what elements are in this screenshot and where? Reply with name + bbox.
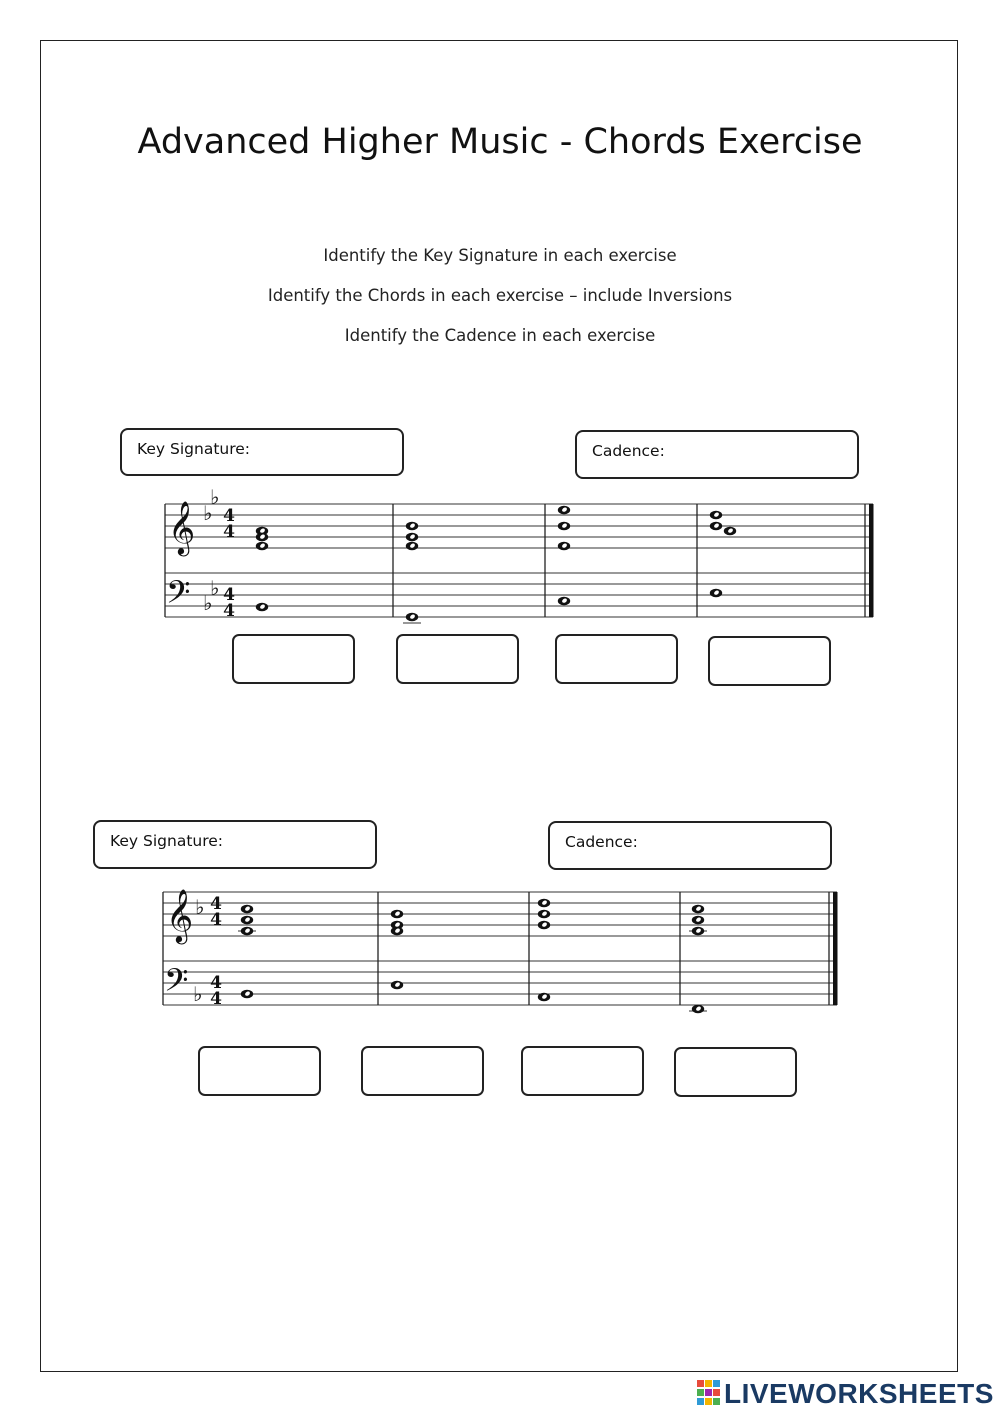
bass-clef-icon: 𝄢: [166, 574, 191, 618]
bass-key-signature: [193, 982, 202, 1006]
final-barline: [833, 892, 838, 1005]
instruction-cadence: Identify the Cadence in each exercise: [344, 326, 656, 345]
treble-key-signature: [195, 895, 204, 919]
bar-lines: [165, 504, 865, 617]
exercise-1-chord-answer-3[interactable]: [555, 634, 678, 684]
time-sig-top: 4: [210, 894, 222, 914]
svg-text:♭: ♭: [193, 982, 203, 1006]
treble-clef-icon: 𝄞: [168, 500, 196, 554]
time-sig-bottom: 4: [223, 522, 235, 542]
time-sig-bottom: 4: [210, 910, 222, 930]
chord-4: [689, 905, 707, 1014]
time-sig-top: 4: [210, 973, 222, 993]
instruction-chords: Identify the Chords in each exercise – include Inversions: [267, 286, 733, 305]
bar-lines: [163, 892, 829, 1005]
svg-text:♭: ♭: [195, 895, 205, 919]
treble-time-signature: [210, 894, 222, 930]
worksheet-border: [40, 40, 958, 1372]
exercise-2-grand-staff: [0, 880, 1000, 1020]
bass-key-signature: [203, 576, 219, 615]
svg-text:♭: ♭: [210, 485, 220, 509]
treble-staff-lines: [165, 504, 873, 548]
bass-staff-lines: [165, 573, 873, 617]
chord-1: [238, 905, 256, 999]
bass-time-signature: [210, 973, 222, 1009]
final-barline: [869, 504, 874, 617]
liveworksheets-logo-icon: [697, 1380, 721, 1408]
exercise-1-key-signature-box[interactable]: [120, 428, 404, 476]
treble-staff-lines: [163, 892, 837, 936]
liveworksheets-brand: LIVEWORKSHEETS: [724, 1378, 994, 1409]
chord-3: [538, 899, 550, 1002]
cadence-label: Cadence:: [592, 442, 665, 460]
exercise-2-chord-answer-4[interactable]: [674, 1047, 797, 1097]
exercise-1-chord-answer-2[interactable]: [396, 634, 519, 684]
chord-1: [256, 527, 268, 612]
bass-time-signature: [223, 585, 235, 621]
key-signature-label: Key Signature:: [110, 832, 224, 850]
exercise-1-chord-answer-4[interactable]: [708, 636, 831, 686]
exercise-1-chord-answer-1[interactable]: [232, 634, 355, 684]
svg-text:♭: ♭: [203, 501, 213, 525]
svg-text:♭: ♭: [203, 591, 213, 615]
treble-time-signature: [223, 506, 235, 542]
exercise-2-chord-answer-3[interactable]: [521, 1046, 644, 1096]
time-sig-top: 4: [223, 506, 235, 526]
exercise-2-key-signature-box[interactable]: [93, 820, 377, 869]
treble-key-signature: [203, 485, 219, 525]
page-title: Advanced Higher Music - Chords Exercise: [137, 122, 863, 162]
exercise-2-chord-answer-1[interactable]: [198, 1046, 321, 1096]
instruction-key-signature: Identify the Key Signature in each exercise: [323, 246, 677, 265]
exercise-2-chord-answer-2[interactable]: [361, 1046, 484, 1096]
svg-text:♭: ♭: [210, 576, 220, 600]
key-signature-label: Key Signature:: [137, 440, 251, 458]
cadence-label: Cadence:: [565, 833, 638, 851]
chord-2: [391, 910, 403, 990]
time-sig-top: 4: [223, 585, 235, 605]
exercise-2-cadence-box[interactable]: [548, 821, 832, 870]
treble-clef-icon: 𝄞: [166, 888, 194, 942]
time-sig-bottom: 4: [223, 601, 235, 621]
exercise-1-cadence-box[interactable]: [575, 430, 859, 479]
time-sig-bottom: 4: [210, 989, 222, 1009]
bass-clef-icon: 𝄢: [164, 962, 189, 1006]
chord-3: [558, 506, 570, 606]
exercise-1-grand-staff: [0, 485, 1000, 630]
bass-staff-lines: [163, 961, 837, 1005]
